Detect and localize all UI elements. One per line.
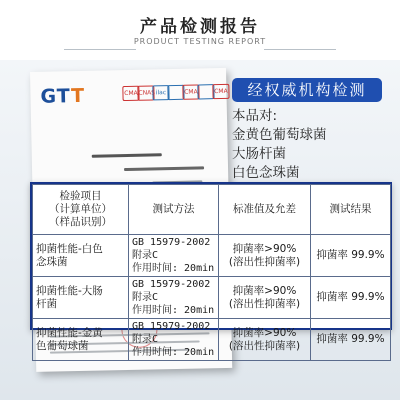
row-result: 抑菌率 99.9% (311, 235, 391, 277)
title-rule-left (64, 49, 136, 50)
info-line: 本品对: (232, 108, 278, 124)
cert-mark: ilac (152, 85, 169, 100)
header-result: 测试结果 (311, 185, 391, 235)
table-row (33, 235, 391, 277)
header-method: 测试方法 (129, 185, 219, 235)
row-method: GB 15979-2002 附录C 作用时间: 20min (129, 277, 219, 319)
title-rule-right (264, 49, 336, 50)
test-results-table (30, 182, 392, 358)
cert-mark: CMA (212, 84, 229, 99)
report-number-lines (124, 166, 204, 171)
info-line: 大肠杆菌 (232, 146, 286, 162)
row-method: GB 15979-2002 附录C 作用时间: 20min (129, 235, 219, 277)
table-header-row (33, 185, 391, 235)
table-row (33, 319, 391, 361)
row-method: GB 15979-2002 附录C 作用时间: 20min (129, 319, 219, 361)
row-result: 抑菌率 99.9% (311, 319, 391, 361)
row-item: 抑菌性能-大肠 杆菌 (33, 277, 129, 319)
cert-mark: CNAS (137, 85, 154, 100)
row-item: 抑菌性能-金黄 色葡萄球菌 (33, 319, 129, 361)
cert-mark: CMA (182, 84, 199, 99)
info-line: 白色念珠菌 (232, 165, 300, 181)
row-item: 抑菌性能-白色 念珠菌 (33, 235, 129, 277)
row-standard: 抑菌率>90% (溶出性抑菌率) (219, 319, 311, 361)
gtt-logo: GTT (40, 84, 86, 108)
cert-mark: CMA (122, 86, 139, 101)
authority-tested-badge: 经权威机构检测 (232, 78, 382, 102)
row-standard: 抑菌率>90% (溶出性抑菌率) (219, 277, 311, 319)
header-standard: 标准值及允差 (219, 185, 311, 235)
row-standard: 抑菌率>90% (溶出性抑菌率) (219, 235, 311, 277)
row-result: 抑菌率 99.9% (311, 277, 391, 319)
page-title: 产品检测报告 (140, 17, 260, 37)
attachment-title-lines (92, 153, 162, 157)
table-row (33, 277, 391, 319)
info-line: 金黄色葡萄球菌 (232, 127, 327, 143)
page-subtitle: PRODUCT TESTING REPORT (133, 37, 267, 46)
header-item: 检验项目 （计算单位） （样品识别） (33, 185, 129, 235)
